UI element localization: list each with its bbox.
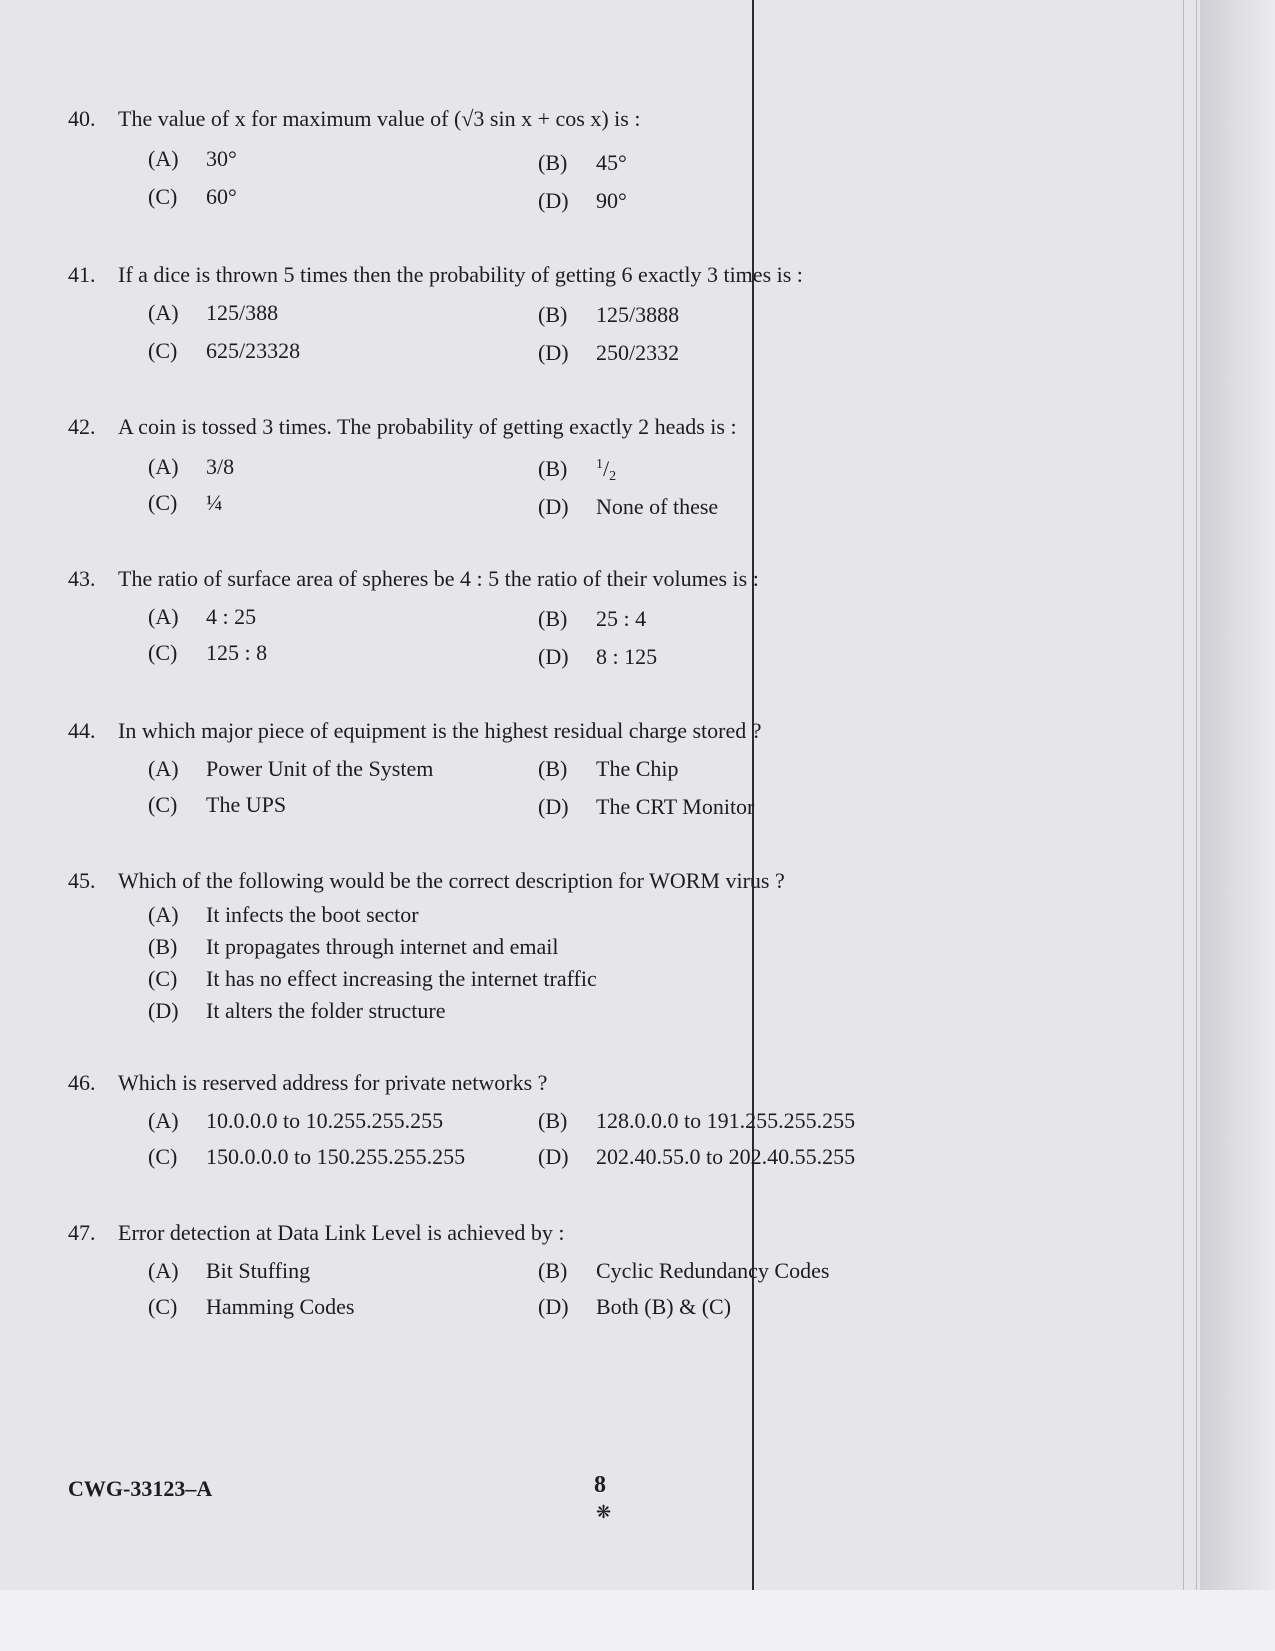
question-text: If a dice is thrown 5 times then the probability of getting 6 exactly 3 times is :	[118, 262, 803, 287]
fraction-denominator: 2	[609, 469, 617, 484]
option: (D) None of these	[538, 494, 719, 519]
scan-edge-line	[1183, 0, 1184, 1590]
option: (C) The UPS	[148, 792, 287, 817]
option: (D) Both (B) & (C)	[538, 1294, 732, 1319]
question-number: 41.	[68, 262, 96, 287]
question-41	[68, 262, 803, 288]
math-expression: √3 sin x + cos x	[461, 106, 602, 131]
question-text: Error detection at Data Link Level is achieved by :	[118, 1220, 565, 1245]
question-number: 42.	[68, 414, 96, 439]
option: (B) 125/3888	[538, 302, 680, 327]
option: (B) The Chip	[538, 756, 679, 781]
option: (A) 125/388	[148, 300, 279, 325]
option: (D) 202.40.55.0 to 202.40.55.255	[538, 1144, 856, 1169]
question-40	[68, 106, 640, 132]
fraction-numerator: 1	[596, 457, 603, 472]
question-number: 44.	[68, 718, 96, 743]
option: (B) 128.0.0.0 to 191.255.255.255	[538, 1108, 856, 1133]
booklet-code: CWG-33123–A	[68, 1476, 213, 1501]
option: (A) 10.0.0.0 to 10.255.255.255	[148, 1108, 444, 1133]
option: (C) Hamming Codes	[148, 1294, 355, 1319]
question-text: Which is reserved address for private networks ?	[118, 1070, 548, 1095]
question-47	[68, 1220, 565, 1246]
option: (B) 45°	[538, 150, 627, 175]
question-text: Which of the following would be the correct description for WORM virus ?	[118, 868, 785, 893]
question-44	[68, 718, 762, 744]
option: (A) Power Unit of the System	[148, 756, 434, 781]
option: (D) It alters the folder structure	[148, 998, 446, 1023]
option: (D) 90°	[538, 188, 627, 213]
option: (C) 125 : 8	[148, 640, 268, 665]
question-number: 45.	[68, 868, 96, 893]
option: (C) 625/23328	[148, 338, 301, 363]
option: (C) 60°	[148, 184, 237, 209]
option: (D) 250/2332	[538, 340, 680, 365]
option: (B) Cyclic Redundancy Codes	[538, 1258, 830, 1283]
question-number: 47.	[68, 1220, 96, 1245]
option: (C) It has no effect increasing the internet traffic	[148, 966, 597, 991]
option: (D) The CRT Monitor	[538, 794, 755, 819]
question-number: 46.	[68, 1070, 96, 1095]
question-45	[68, 868, 785, 894]
option: (C) 150.0.0.0 to 150.255.255.255	[148, 1144, 466, 1169]
option: (A) Bit Stuffing	[148, 1258, 311, 1283]
option: (A) It infects the boot sector	[148, 902, 419, 927]
option: (B) $^1/_2$	[538, 456, 617, 484]
option: (C) ¼	[148, 490, 223, 515]
ornament-icon: ❋	[596, 1502, 612, 1522]
question-46	[68, 1070, 547, 1096]
question-42	[68, 414, 737, 440]
question-number: 43.	[68, 566, 96, 591]
page-edge-shadow	[1200, 0, 1275, 1590]
question-text: The ratio of surface area of spheres be 4 : 5 the ratio of their volumes is :	[118, 566, 759, 591]
option: (A) 30°	[148, 146, 237, 171]
scan-bottom-margin	[0, 1590, 1275, 1651]
question-text: In which major piece of equipment is the highest residual charge stored ?	[118, 718, 762, 743]
question-43	[68, 566, 759, 592]
question-text-suffix: ) is :	[601, 106, 641, 131]
option: (B) It propagates through internet and email	[148, 934, 559, 959]
question-text: The value of x for maximum value of (	[118, 106, 462, 131]
scan-edge-line	[1196, 0, 1197, 1590]
option: (D) 8 : 125	[538, 644, 658, 669]
page-number: 8	[594, 1472, 606, 1498]
option: (B) 25 : 4	[538, 606, 647, 631]
option: (A) 4 : 25	[148, 604, 257, 629]
question-number: 40.	[68, 106, 96, 131]
question-text: A coin is tossed 3 times. The probability of getting exactly 2 heads is :	[118, 414, 737, 439]
option: (A) 3/8	[148, 454, 235, 479]
